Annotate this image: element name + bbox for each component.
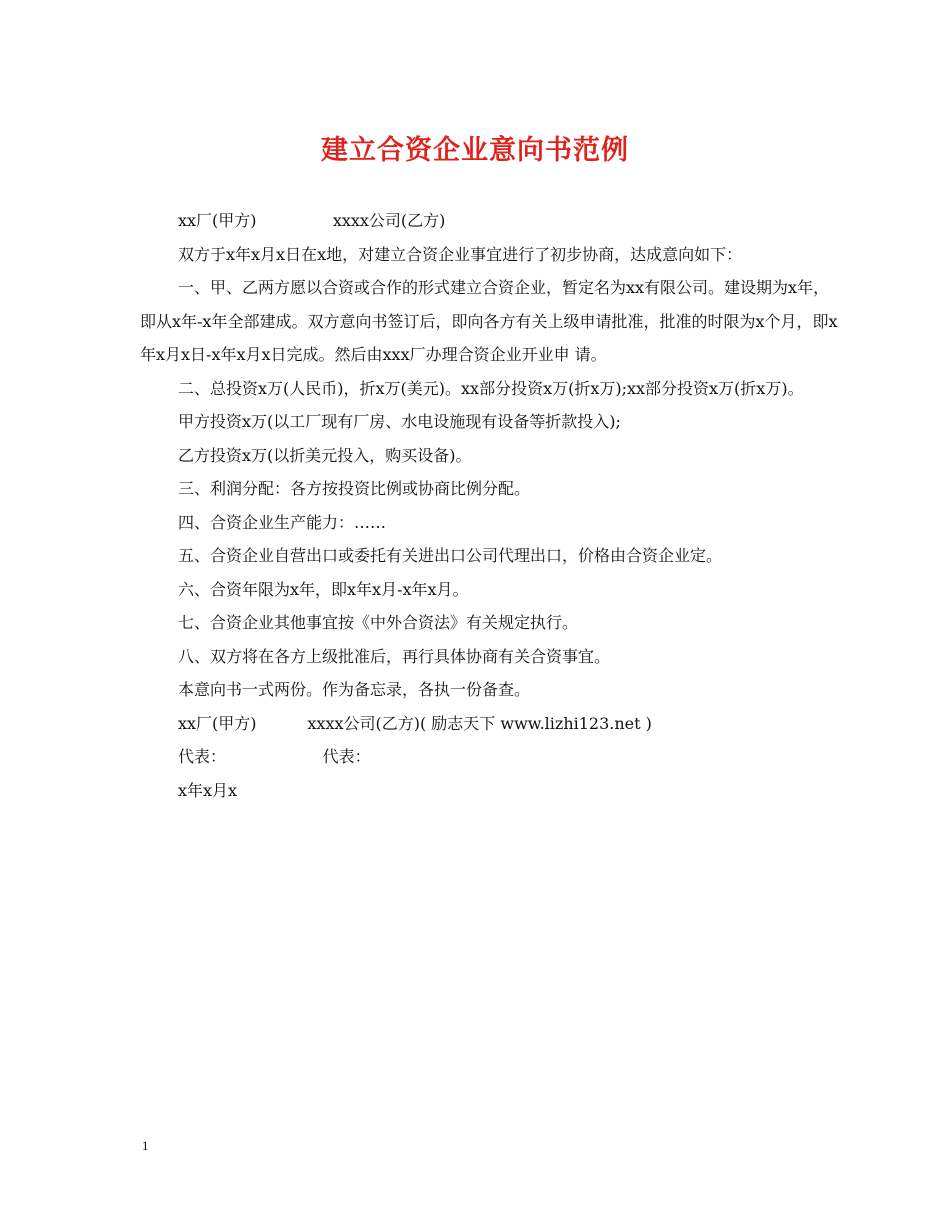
clause-3-paragraph: 三、利润分配：各方按投资比例或协商比例分配。 — [178, 479, 531, 498]
page-number: 1 — [142, 1138, 149, 1153]
clause-8-paragraph: 八、双方将在各方上级批准后，再行具体协商有关合资事宜。 — [178, 646, 611, 666]
party-a-investment: 甲方投资x万(以工厂现有厂房、水电设施现有设备等折款投入); — [178, 412, 621, 431]
clause-2-paragraph: 二、总投资x万(人民币)，折x万(美元)。xx部分投资x万(折x万);xx部分投资x万(折x万)。 — [178, 378, 804, 398]
clause-6-paragraph: 六、合资年限为x年，即x年x月-x年x月。 — [178, 579, 469, 599]
clause-5-paragraph: 五、合资企业自营出口或委托有关进出口公司代理出口，价格由合资企业定。 — [178, 546, 723, 565]
clause-7-paragraph: 七、合资企业其他事宜按《中外合资法》有关规定执行。 — [178, 613, 579, 632]
clause-4-paragraph: 四、合资企业生产能力：…… — [178, 512, 387, 532]
party-b-investment: 乙方投资x万(以折美元投入，购买设备)。 — [178, 445, 472, 465]
copies-paragraph: 本意向书一式两份。作为备忘录，各执一份备查。 — [178, 680, 531, 699]
signature-parties-line: xx厂(甲方) xxxx公司(乙方)( 励志天下 www.lizhi123.net ) — [178, 713, 652, 733]
document-body — [140, 204, 840, 807]
intro-paragraph: 双方于x年x月x日在x地，对建立合资企业事宜进行了初步协商，达成意向如下： — [178, 244, 743, 264]
clause-1-paragraph: 一、甲、乙两方愿以合资或合作的形式建立合资企业，暂定名为xx有限公司。建设期为x年，即从x年-x年全部建成。双方意向书签订后，即向各方有关上级申请批准，批准的时限为x个月，即x年x月x日-x年x月x日完成。然后由xxx厂办理合资企业开业申 请。 — [140, 278, 838, 364]
representatives-line: 代表： 代表： — [178, 747, 371, 766]
parties-line: xx厂(甲方) xxxx公司(乙方) — [178, 211, 446, 230]
document-title: 建立合资企业意向书范例 — [321, 135, 629, 166]
date-line: x年x月x — [178, 780, 238, 800]
